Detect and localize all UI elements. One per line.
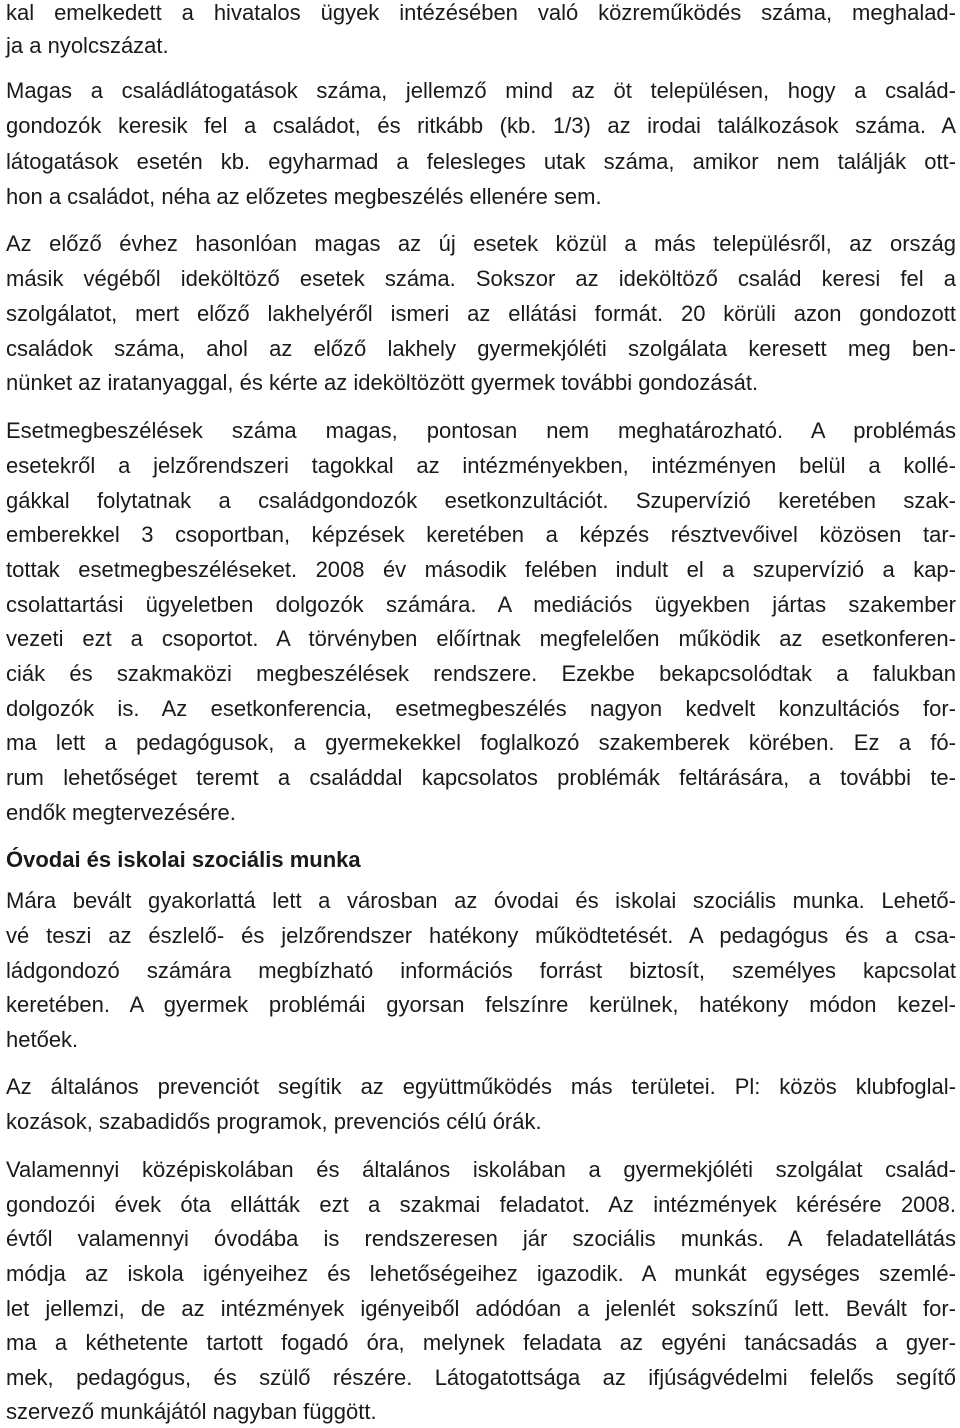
paragraph-4-line-8: ciák és szakmaközi megbeszélések rendszere. Ezekbe bekapcsolódtak a falukban [6, 661, 956, 686]
paragraph-7-line-6: ma a kéthetente tartott fogadó óra, melynek feladata az egyéni tanácsadás a gyer- [6, 1330, 956, 1355]
paragraph-3-line-2: másik végéből ideköltöző esetek száma. Sokszor az ideköltöző család keresi fel a [6, 266, 956, 291]
paragraph-1-line-1: kal emelkedett a hivatalos ügyek intézésében való közreműködés száma, meghalad- [6, 0, 956, 25]
paragraph-4-line-10: ma lett a pedagógusok, a gyermekekkel foglalkozó szakemberek körében. Ez a fó- [6, 730, 956, 755]
paragraph-5-line-2: vé teszi az észlelő- és jelzőrendszer hatékony működtetését. A pedagógus és a csa- [6, 923, 956, 948]
section-heading: Óvodai és iskolai szociális munka [6, 847, 361, 872]
paragraph-2-line-2: gondozók keresik fel a családot, és ritkább (kb. 1/3) az irodai találkozások száma. A [6, 113, 956, 138]
paragraph-5-line-5: hetőek. [6, 1027, 79, 1052]
paragraph-4-line-2: esetekről a jelzőrendszeri tagokkal az intézményekben, intézményen belül a kollé- [6, 453, 956, 478]
paragraph-4-line-11: rum lehetőséget teremt a családdal kapcsolatos problémák feltárására, a további te- [6, 765, 956, 790]
paragraph-2-line-1: Magas a családlátogatások száma, jellemző mind az öt településen, hogy a család- [6, 78, 956, 103]
paragraph-3-line-1: Az előző évhez hasonlóan magas az új esetek közül a más településről, az ország [6, 231, 956, 256]
paragraph-3-line-3: szolgálatot, mert előző lakhelyéről ismeri az ellátási formát. 20 körüli azon gondozott [6, 301, 956, 326]
paragraph-7-line-2: gondozói évek óta ellátták ezt a szakmai feladatot. Az intézmények kérésére 2008. [6, 1192, 956, 1217]
paragraph-4-line-9: dolgozók is. Az esetkonferencia, esetmegbeszélés nagyon kedvelt konzultációs for- [6, 696, 956, 721]
paragraph-4-line-6: csolattartási ügyeletben dolgozók számára. A mediációs ügyekben jártas szakember [6, 592, 956, 617]
paragraph-7-line-3: évtől valamennyi óvodába is rendszeresen jár szociális munkás. A feladatellátás [6, 1226, 956, 1251]
paragraph-7-line-1: Valamennyi középiskolában és általános iskolában a gyermekjóléti szolgálat család- [6, 1157, 956, 1182]
paragraph-2-line-3: látogatások esetén kb. egyharmad a felesleges utak száma, amikor nem találják ott- [6, 149, 956, 174]
paragraph-6-line-1: Az általános prevenciót segítik az együttműködés más területei. Pl: közös klubfoglal- [6, 1074, 956, 1099]
paragraph-2-line-4: hon a családot, néha az előzetes megbeszélés ellenére sem. [6, 184, 602, 209]
paragraph-6-line-2: kozások, szabadidős programok, prevenciós célú órák. [6, 1109, 542, 1134]
paragraph-7-line-8: szervező munkájától nagyban függött. [6, 1399, 377, 1424]
paragraph-7-line-4: módja az iskola igényeihez és lehetőségeihez igazodik. A munkát egységes szemlé- [6, 1261, 956, 1286]
paragraph-5-line-1: Mára bevált gyakorlattá lett a városban az óvodai és iskolai szociális munka. Lehető- [6, 888, 956, 913]
paragraph-3-line-5: nünket az iratanyaggal, és kérte az ideköltözött gyermek további gondozását. [6, 370, 759, 395]
paragraph-4-line-12: endők megtervezésére. [6, 800, 236, 825]
paragraph-5-line-4: keretében. A gyermek problémái gyorsan felszínre kerülnek, hatékony módon kezel- [6, 992, 956, 1017]
paragraph-4-line-1: Esetmegbeszélések száma magas, pontosan nem meghatározható. A problémás [6, 418, 956, 443]
paragraph-1-line-2: ja a nyolcszázat. [6, 33, 169, 58]
paragraph-4-line-4: emberekkel 3 csoportban, képzések keretében a képzés résztvevőivel közösen tar- [6, 522, 956, 547]
paragraph-4-line-3: gákkal folytatnak a családgondozók esetkonzultációt. Szupervízió keretében szak- [6, 488, 956, 513]
paragraph-4-line-5: tottak esetmegbeszéléseket. 2008 év második felében indult el a szupervízió a kap- [6, 557, 956, 582]
paragraph-7-line-5: let jellemzi, de az intézmények igényeiből adódóan a jelenlét sokszínű lett. Bevált for- [6, 1296, 956, 1321]
paragraph-5-line-3: ládgondozó számára megbízható információs forrást biztosít, személyes kapcsolat [6, 958, 956, 983]
paragraph-3-line-4: családok száma, ahol az előző lakhely gyermekjóléti szolgálata keresett meg ben- [6, 336, 956, 361]
paragraph-7-line-7: mek, pedagógus, és szülő részére. Látogatottsága az ifjúságvédelmi felelős segítő [6, 1365, 956, 1390]
paragraph-4-line-7: vezeti ezt a csoportot. A törvényben előírtnak megfelelően működik az esetkonferen- [6, 626, 956, 651]
